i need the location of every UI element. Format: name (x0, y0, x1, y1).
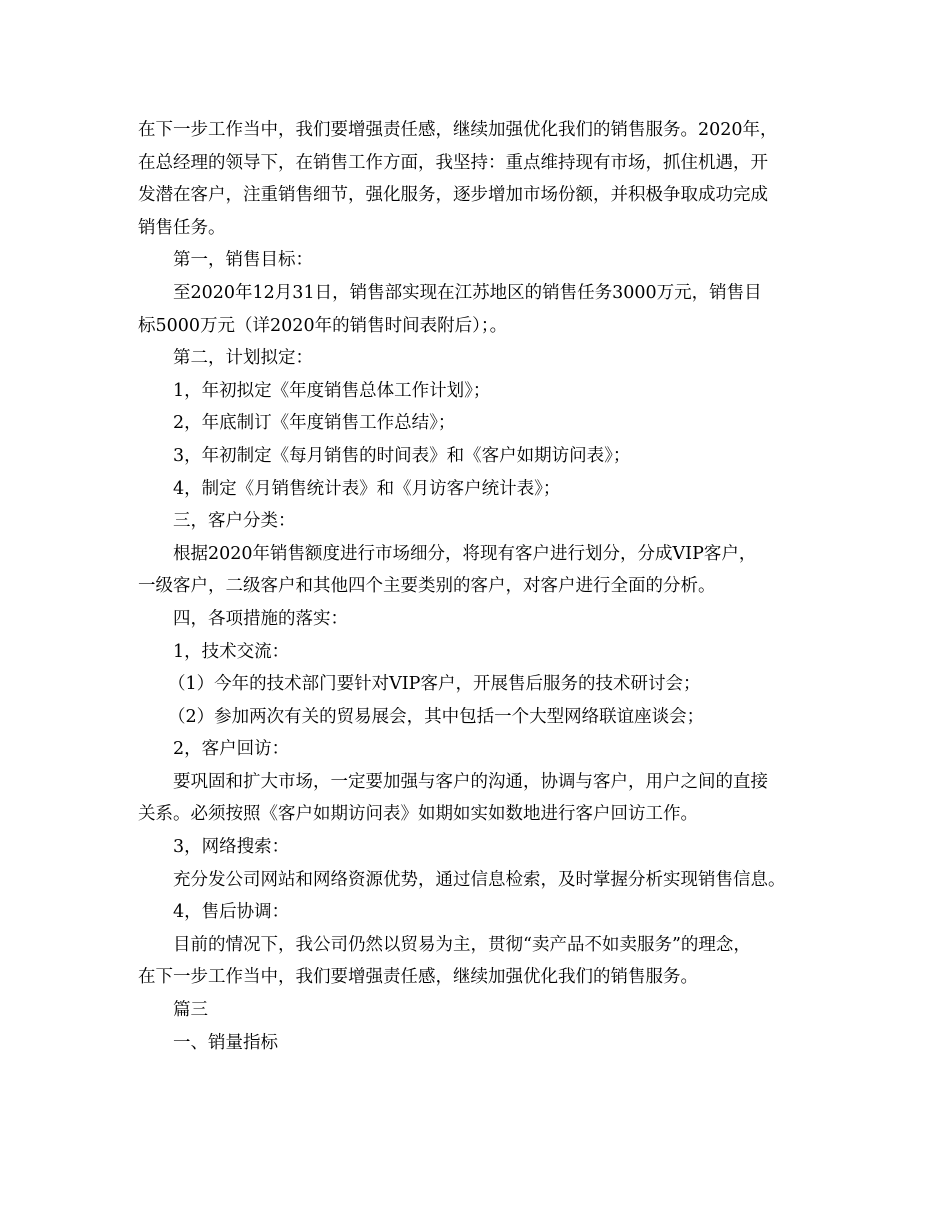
text-line: 1，年初拟定《年度销售总体工作计划》； (173, 380, 491, 401)
heading-measures (138, 603, 828, 636)
heading-plan (138, 342, 828, 375)
paragraph-sales-target (138, 277, 828, 342)
text-line: 在下一步工作当中，我们要增强责任感，继续加强优化我们的销售服务。2020年， (138, 120, 778, 140)
text-line: 在总经理的领导下，在销售工作方面，我坚持：重点维持现有市场，抓住机遇，开 (138, 152, 768, 173)
heading-after-sales (138, 896, 828, 929)
list-item-tech-2 (138, 701, 828, 734)
list-item-tech-1 (138, 668, 828, 701)
paragraph-intro (138, 114, 828, 244)
text-line: 4，售后协调： (173, 902, 290, 923)
text-line: 1，技术交流： (173, 641, 290, 662)
text-line: 第二，计划拟定： (173, 348, 313, 369)
list-item-plan-1 (138, 375, 828, 408)
text-line: 篇三 (173, 1000, 208, 1021)
text-line: 3，年初制定《每月销售的时间表》和《客户如期访问表》； (173, 445, 631, 466)
heading-part-three (138, 994, 828, 1027)
text-line: （2）参加两次有关的贸易展会，其中包括一个大型网络联谊座谈会； (168, 706, 705, 727)
paragraph-customer-classification (138, 538, 828, 603)
heading-customer-visit (138, 733, 828, 766)
list-item-plan-3 (138, 440, 828, 473)
paragraph-network-search (138, 864, 828, 897)
text-line: 销售任务。 (138, 217, 226, 238)
heading-sales-target (138, 244, 828, 277)
paragraph-after-sales (138, 929, 828, 994)
text-line: 一级客户，二级客户和其他四个主要类别的客户，对客户进行全面的分析。 (138, 576, 716, 597)
heading-sales-volume (138, 1027, 828, 1060)
list-item-plan-2 (138, 407, 828, 440)
text-line: 目前的情况下，我公司仍然以贸易为主，贯彻“卖产品不如卖服务”的理念， (173, 934, 751, 955)
text-line: 2，年底制订《年度销售工作总结》； (173, 413, 456, 434)
text-line: 标5000万元（详2020年的销售时间表附后）；。 (138, 315, 508, 336)
text-line: 4，制定《月销售统计表》和《月访客户统计表》； (173, 478, 561, 499)
text-line: 充分发公司网站和网络资源优势，通过信息检索，及时掌握分析实现销售信息。 (173, 869, 786, 890)
text-line: 在下一步工作当中，我们要增强责任感，继续加强优化我们的销售服务。 (138, 967, 698, 988)
document-body (138, 114, 828, 1059)
text-line: 第一，销售目标： (173, 250, 313, 271)
text-line: 要巩固和扩大市场，一定要加强与客户的沟通，协调与客户，用户之间的直接 (173, 771, 768, 792)
text-line: 关系。必须按照《客户如期访问表》如期如实如数地进行客户回访工作。 (138, 804, 698, 825)
text-line: 一、销量指标 (173, 1032, 278, 1053)
text-line: 四，各项措施的落实： (173, 608, 348, 629)
text-line: 3，网络搜索： (173, 837, 290, 858)
text-line: 三，客户分类： (173, 511, 296, 532)
text-line: 根据2020年销售额度进行市场细分，将现有客户进行划分，分成VIP客户， (173, 543, 757, 564)
heading-tech-exchange (138, 636, 828, 669)
text-line: 2，客户回访： (173, 739, 290, 760)
paragraph-customer-visit (138, 766, 828, 831)
heading-network-search (138, 831, 828, 864)
text-line: 至2020年12月31日，销售部实现在江苏地区的销售任务3000万元，销售目 (173, 282, 762, 303)
text-line: 发潜在客户，注重销售细节，强化服务，逐步增加市场份额，并积极争取成功完成 (138, 185, 768, 206)
heading-customer-classification (138, 505, 828, 538)
text-line: （1）今年的技术部门要针对VIP客户，开展售后服务的技术研讨会； (168, 674, 701, 695)
list-item-plan-4 (138, 473, 828, 506)
